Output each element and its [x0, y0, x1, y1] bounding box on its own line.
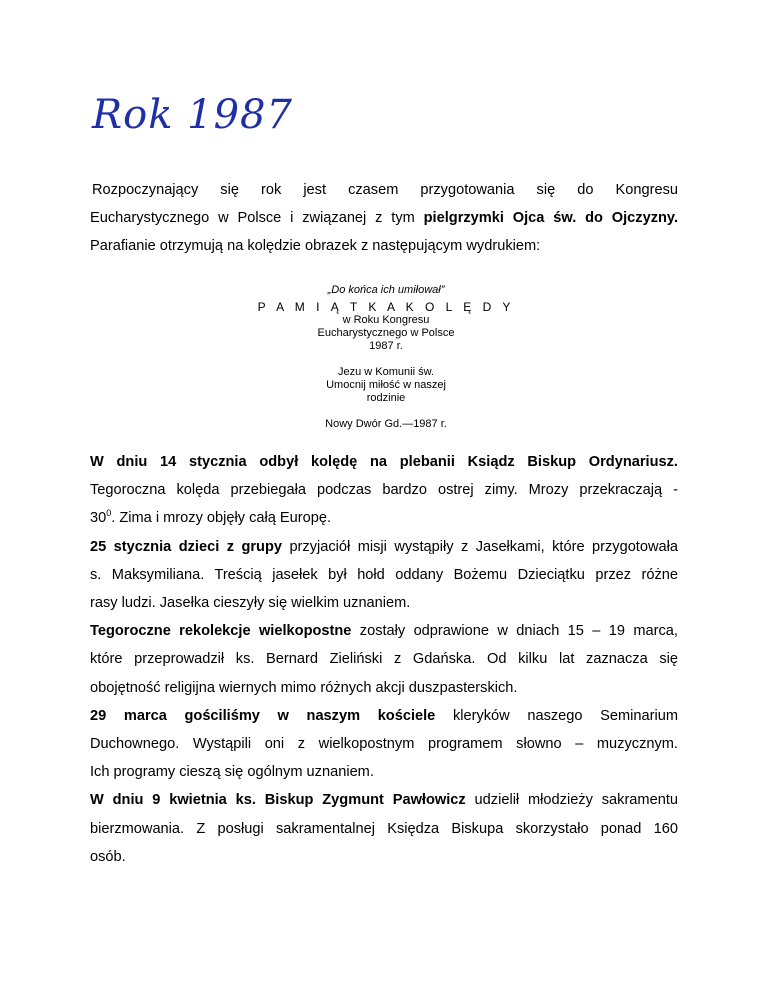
entry-2-line-1	[90, 533, 678, 561]
entry-4-rest: kleryków naszego Seminarium	[435, 707, 678, 724]
intro-paragraph	[90, 176, 678, 261]
page-title: Rok 1987	[92, 92, 293, 138]
entry-3-line-1	[90, 617, 678, 645]
entry-1-line-1	[90, 448, 678, 476]
intro-line-2-text: Eucharystycznego w Polsce i związanej z tym	[90, 210, 424, 227]
entry-2-line-3: rasy ludzi. Jasełka cieszyły się wielkim uznaniem.	[90, 595, 411, 612]
card-sub-1: w Roku Kongresu	[342, 314, 430, 326]
entry-3-line-2: które przeprowadził ks. Bernard Zieliński z Gdańska. Od kilku lat zaznacza się	[90, 651, 678, 668]
entry-5-line-2: bierzmowania. Z posługi sakramentalnej Księdza Biskupa skorzystało ponad 160	[90, 820, 678, 837]
entry-4-line-1	[90, 702, 678, 730]
entry-1-line-2: Tegoroczna kolęda przebiegała podczas bardzo ostrej zimy. Mrozy przekraczają -	[90, 482, 678, 499]
intro-line-2	[90, 204, 678, 232]
entry-5-line-3: osób.	[90, 848, 126, 865]
entry-4-line-2: Duchownego. Wystąpili oni z wielkopostnym programem słowno – muzycznym.	[90, 736, 678, 753]
entry-3-bold: Tegoroczne rekolekcje wielkopostne	[90, 623, 352, 640]
entry-1-bold: W dniu 14 stycznia odbył kolędę na plebanii Ksiądz Biskup Ordynariusz.	[90, 454, 678, 470]
entry-4-line-3: Ich programy cieszą się ogólnym uznaniem.	[90, 764, 374, 781]
entry-3-rest: zostały odprawione w dniach 15 – 19 marca,	[351, 623, 678, 640]
card-sub-3: 1987 r.	[369, 340, 403, 352]
card-heading: P A M I Ą T K A K O L Ę D Y	[257, 300, 515, 314]
entry-2-bold: 25 stycznia dzieci z grupy	[90, 538, 282, 555]
card-sub-2: Eucharystycznego w Polsce	[317, 327, 455, 339]
intro-line-1: Rozpoczynający się rok jest czasem przygotowania się do Kongresu	[92, 182, 678, 198]
entry-5-line-1	[90, 786, 678, 814]
card-prayer-3: rodzinie	[366, 392, 406, 404]
entry-5-rest: udzielił młodzieży sakramentu	[465, 792, 678, 809]
card-prayer-2: Umocnij miłość w naszej	[326, 379, 446, 391]
holy-card-text	[230, 284, 542, 431]
entry-4-bold: 29 marca gościliśmy w naszym kościele	[90, 707, 436, 724]
entry-3-line-3: obojętność religijna wiernych mimo różnych akcji duszpasterskich.	[90, 679, 518, 696]
entry-2-line-2: s. Maksymiliana. Treścią jasełek był hołd oddany Bożemu Dzieciątku przez różne	[90, 566, 678, 583]
card-prayer-1: Jezu w Komunii św.	[338, 366, 434, 378]
entry-1-temp: 30	[90, 510, 107, 527]
card-place: Nowy Dwór Gd.—1987 r.	[325, 418, 447, 430]
card-motto: „Do końca ich umiłował”	[327, 284, 445, 296]
entry-1-degree: 0	[106, 508, 112, 519]
chronicle-entries	[90, 448, 678, 871]
card-spacer	[230, 353, 542, 366]
intro-line-2-bold: pielgrzymki Ojca św. do Ojczyzny.	[423, 210, 678, 227]
entry-2-rest: przyjaciół misji wystąpiły z Jasełkami, które przygotowała	[282, 538, 678, 555]
entry-1-rest: . Zima i mrozy objęły całą Europę.	[111, 510, 332, 527]
card-spacer-2	[230, 405, 542, 418]
entry-1-line-3	[90, 504, 678, 532]
entry-5-bold: W dniu 9 kwietnia ks. Biskup Zygmunt Pawłowicz	[90, 792, 466, 809]
intro-line-3: Parafianie otrzymują na kolędzie obrazek z następującym wydrukiem:	[90, 238, 541, 255]
